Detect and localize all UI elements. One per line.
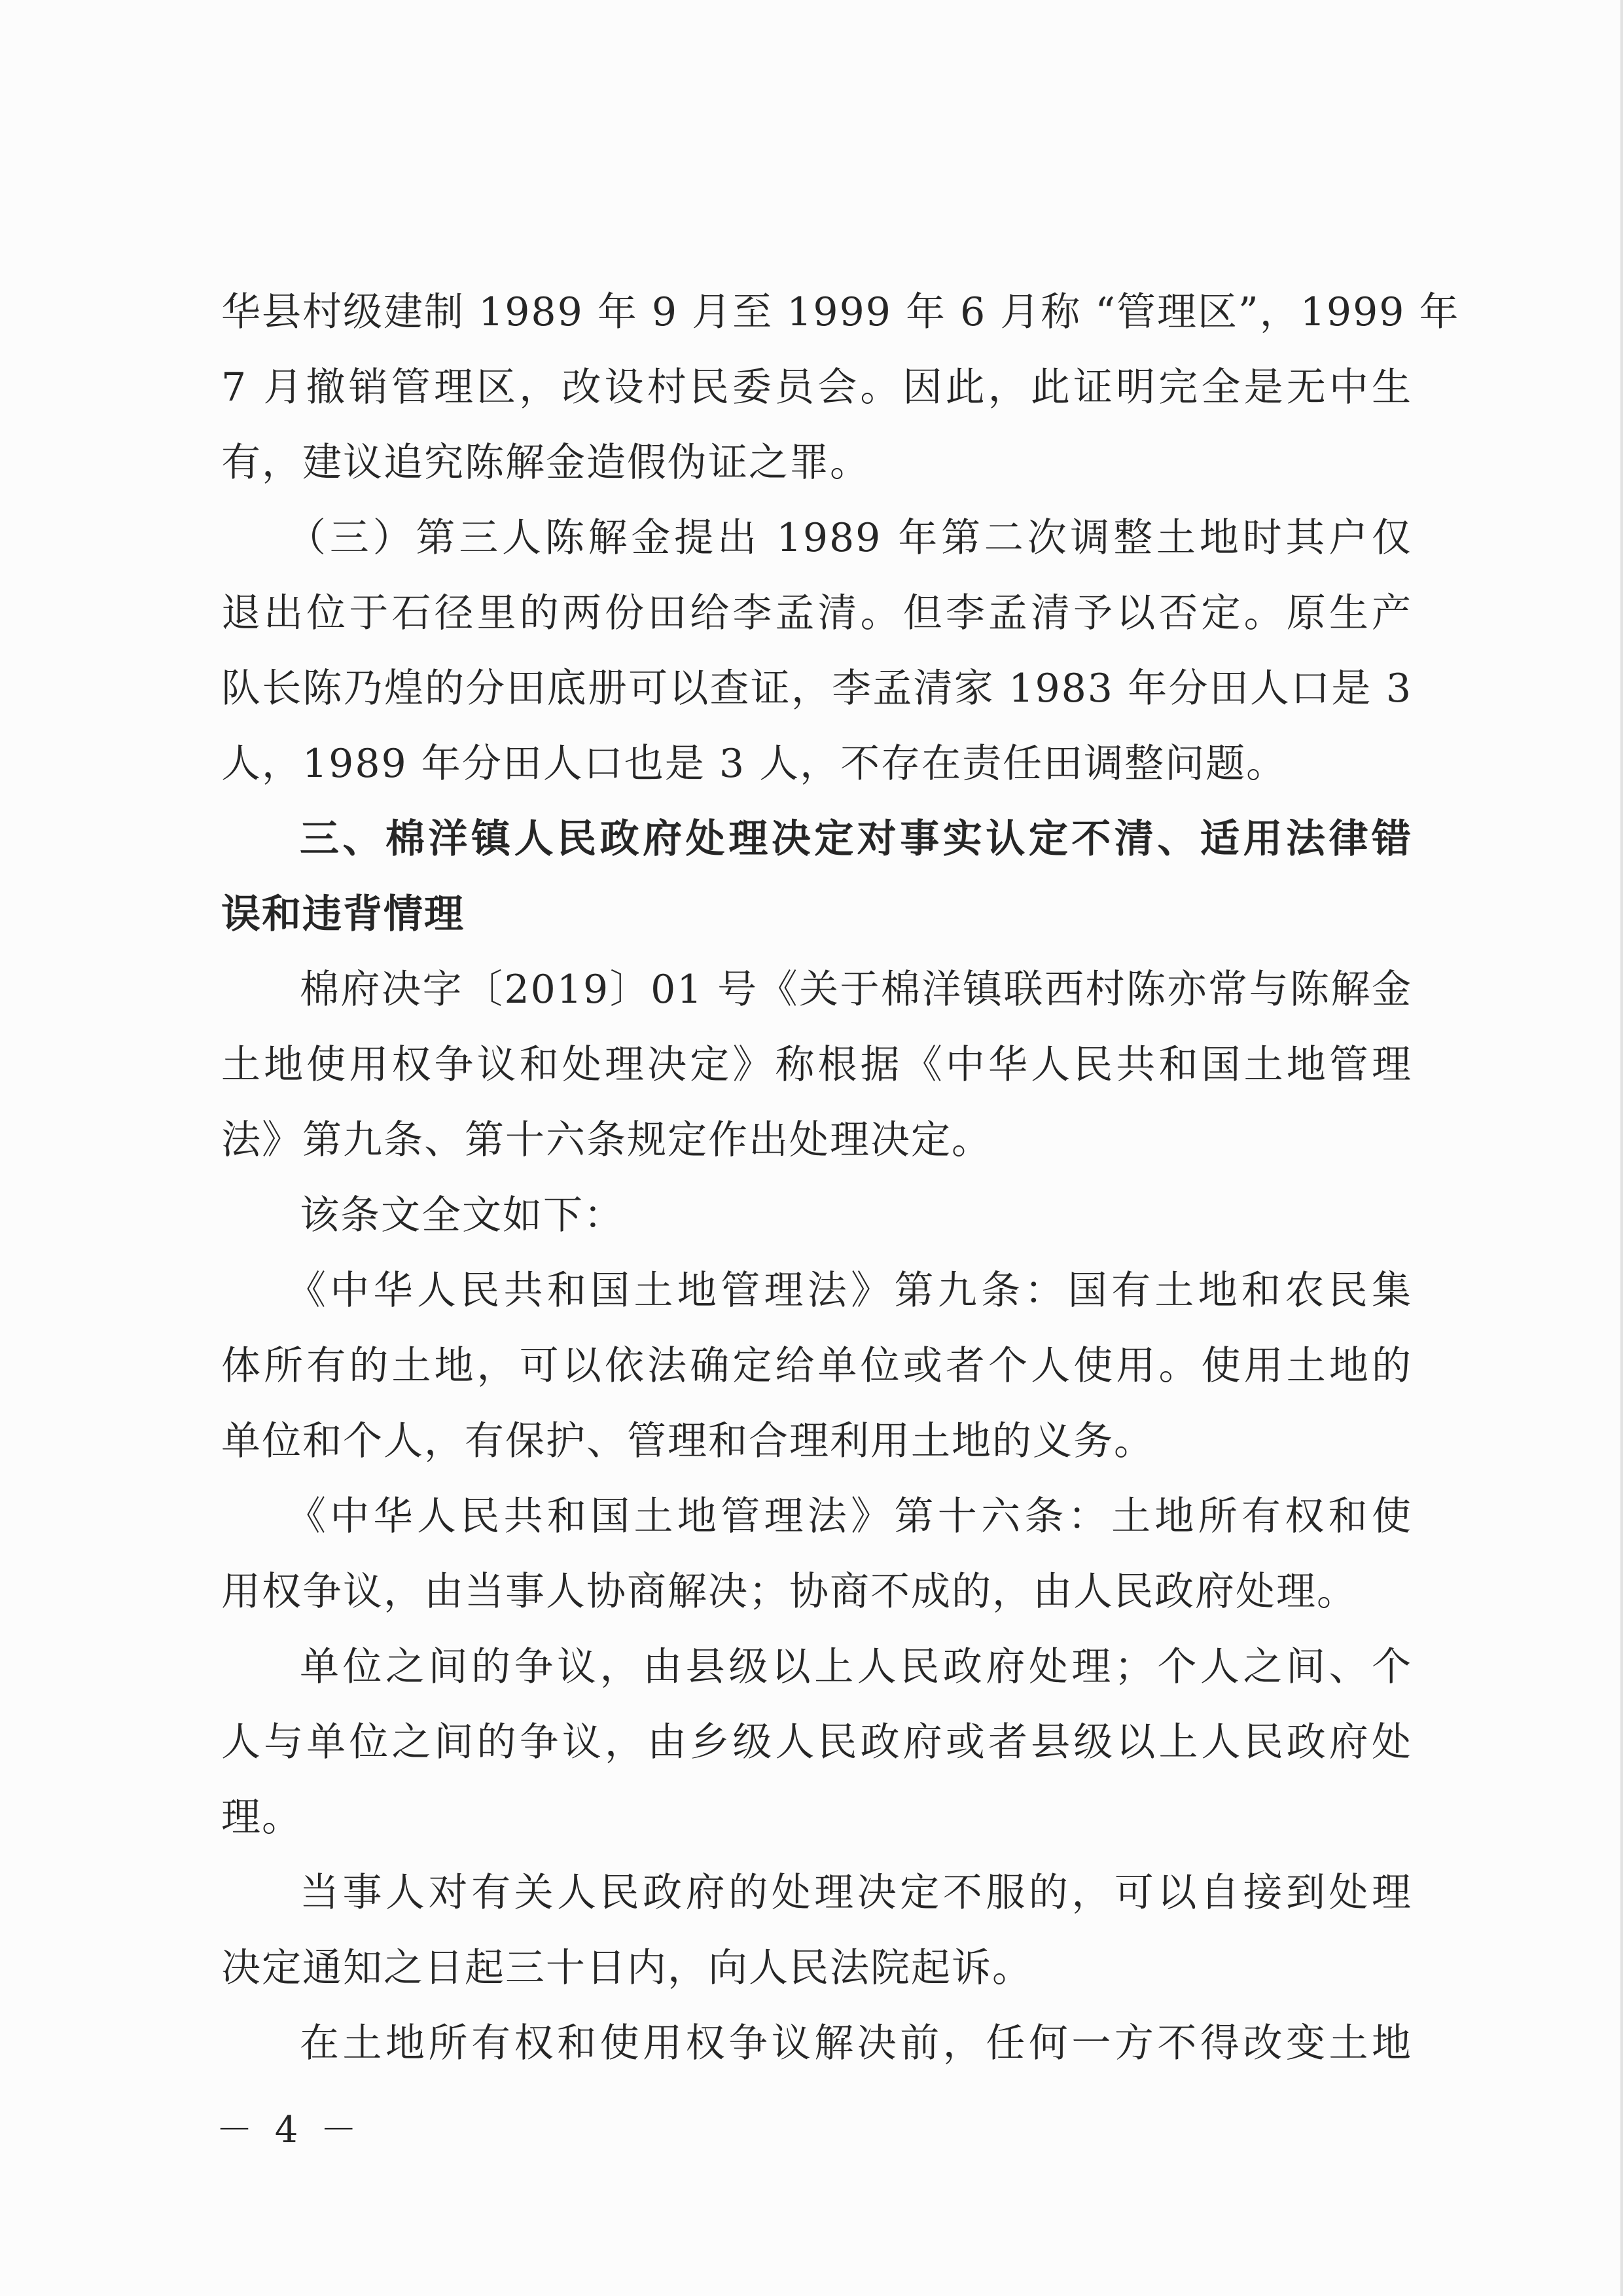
text-line: 三、棉洋镇人民政府处理决定对事实认定不清、适用法律错 bbox=[300, 816, 1412, 862]
body-paragraph bbox=[221, 501, 1412, 802]
body-paragraph bbox=[221, 952, 1412, 1178]
body-paragraph bbox=[221, 1479, 1412, 1630]
text-line: 有，建议追究陈解金造假伪证之罪。 bbox=[221, 440, 870, 486]
text-line: 单位和个人，有保护、管理和合理利用土地的义务。 bbox=[221, 1418, 1154, 1464]
text-line: 退出位于石径里的两份田给李孟清。但李孟清予以否定。原生产 bbox=[221, 590, 1412, 636]
text-line: （三）第三人陈解金提出 1989 年第二次调整土地时其户仅 bbox=[287, 515, 1412, 561]
text-line: 人与单位之间的争议，由乡级人民政府或者县级以上人民政府处 bbox=[221, 1719, 1412, 1765]
text-line: 该条文全文如下： bbox=[300, 1193, 624, 1238]
text-line: 决定通知之日起三十日内，向人民法院起诉。 bbox=[221, 1945, 1033, 1991]
text-line: 单位之间的争议，由县级以上人民政府处理；个人之间、个 bbox=[300, 1644, 1412, 1690]
body-paragraph bbox=[221, 275, 1460, 501]
text-line: 棉府决字〔2019〕01 号《关于棉洋镇联西村陈亦常与陈解金 bbox=[300, 967, 1412, 1013]
text-line: 队长陈乃煌的分田底册可以查证，李孟清家 1983 年分田人口是 3 bbox=[221, 666, 1412, 711]
text-line: 体所有的土地，可以依法确定给单位或者个人使用。使用土地的 bbox=[221, 1343, 1412, 1389]
page-number: － 4 － bbox=[216, 2109, 363, 2151]
text-line: 误和违背情理 bbox=[221, 891, 465, 937]
text-line: 理。 bbox=[221, 1795, 302, 1840]
body-paragraph bbox=[221, 1856, 1412, 2006]
text-line: 土地使用权争议和处理决定》称根据《中华人民共和国土地管理 bbox=[221, 1042, 1412, 1088]
text-line: 当事人对有关人民政府的处理决定不服的，可以自接到处理 bbox=[300, 1870, 1412, 1916]
text-line: 华县村级建制 1989 年 9 月至 1999 年 6 月称 “管理区”，1999 年 bbox=[221, 289, 1460, 335]
text-line: 7 月撤销管理区，改设村民委员会。因此，此证明完全是无中生 bbox=[221, 365, 1412, 410]
text-line: 《中华人民共和国土地管理法》第九条：国有土地和农民集 bbox=[287, 1268, 1412, 1314]
text-line: 在土地所有权和使用权争议解决前，任何一方不得改变土地 bbox=[300, 2020, 1412, 2066]
section-heading bbox=[221, 802, 1412, 952]
text-line: 人，1989 年分田人口也是 3 人，不存在责任田调整问题。 bbox=[221, 741, 1287, 787]
text-line: 用权争议，由当事人协商解决；协商不成的，由人民政府处理。 bbox=[221, 1569, 1357, 1615]
text-line: 《中华人民共和国土地管理法》第十六条：土地所有权和使 bbox=[287, 1494, 1412, 1539]
body-paragraph bbox=[221, 2006, 1412, 2081]
text-line: 法》第九条、第十六条规定作出处理决定。 bbox=[221, 1117, 992, 1163]
body-paragraph bbox=[221, 1253, 1412, 1479]
body-paragraph bbox=[221, 1630, 1412, 1856]
body-paragraph bbox=[221, 1178, 1412, 1253]
document-body bbox=[221, 275, 1460, 2081]
